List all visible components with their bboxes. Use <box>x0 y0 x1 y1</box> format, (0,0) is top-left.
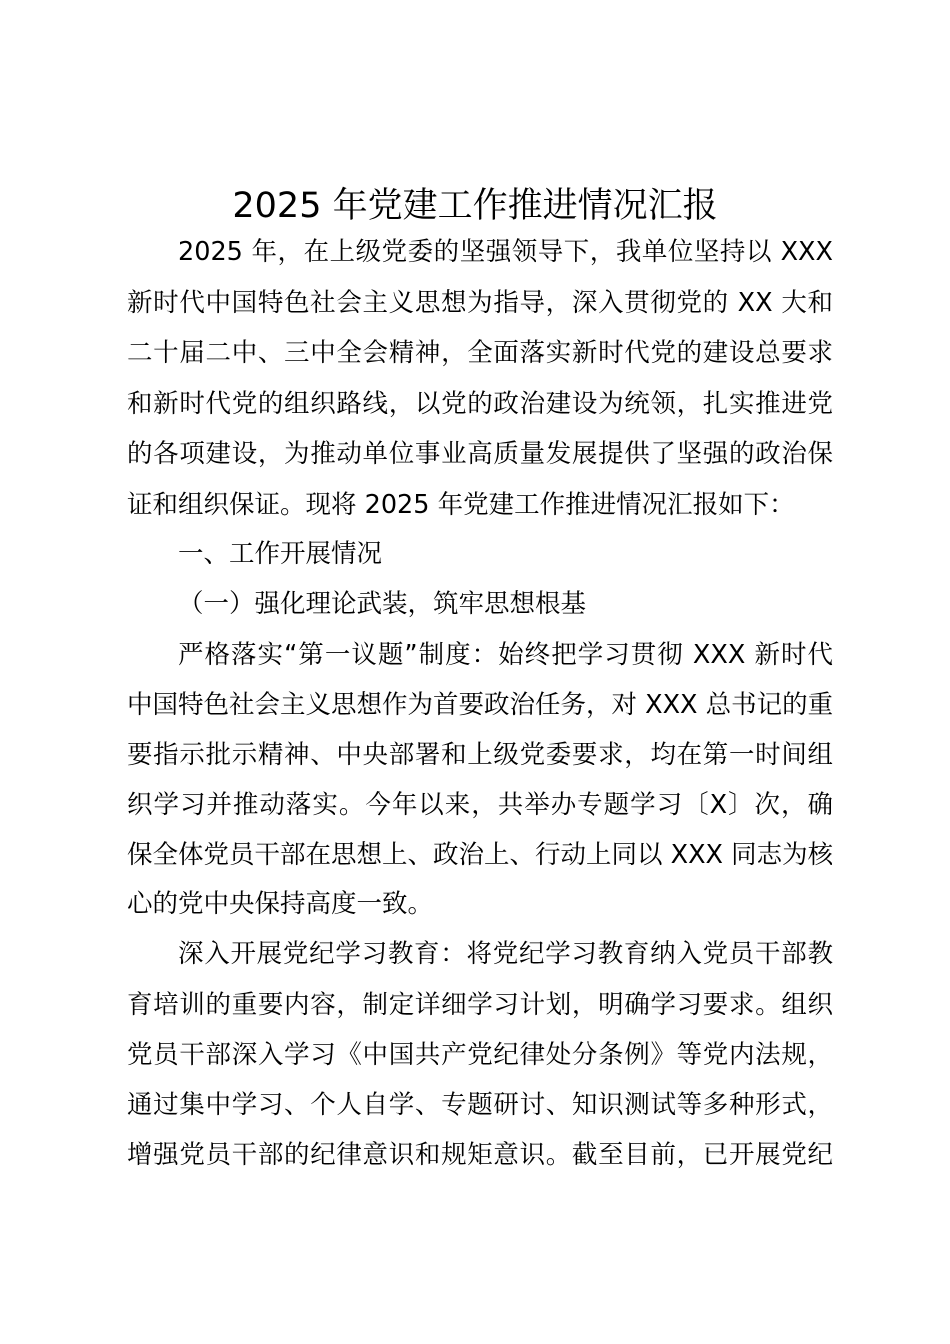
para1-line-4: 织学习并推动落实。今年以来，共举办专题学习〔X〕次，确 <box>127 790 833 820</box>
intro-line-5: 的各项建设，为推动单位事业高质量发展提供了坚强的政治保 <box>127 439 833 469</box>
para2-line-2: 育培训的重要内容，制定详细学习计划，明确学习要求。组织 <box>127 990 833 1020</box>
intro-line-6: 证和组织保证。现将 2025 年党建工作推进情况汇报如下： <box>127 490 795 520</box>
para2-line-3: 党员干部深入学习《中国共产党纪律处分条例》等党内法规， <box>127 1040 833 1070</box>
document-title: 2025 年党建工作推进情况汇报 <box>232 186 718 226</box>
para2-line-1: 深入开展党纪学习教育：将党纪学习教育纳入党员干部教 <box>178 939 833 969</box>
para1-line-5: 保全体党员干部在思想上、政治上、行动上同以 XXX 同志为核 <box>127 840 834 870</box>
para1-line-1: 严格落实“第一议题”制度：始终把学习贯彻 XXX 新时代 <box>178 640 833 670</box>
para1-line-6: 心的党中央保持高度一致。 <box>127 889 434 919</box>
para2-line-4: 通过集中学习、个人自学、专题研讨、知识测试等多种形式， <box>127 1090 833 1120</box>
para1-line-3: 要指示批示精神、中央部署和上级党委要求，均在第一时间组 <box>127 740 833 770</box>
intro-line-1: 2025 年，在上级党委的坚强领导下，我单位坚持以 XXX <box>178 237 833 267</box>
subsection-heading: （一）强化理论武装，筑牢思想根基 <box>178 589 587 619</box>
para1-line-2: 中国特色社会主义思想作为首要政治任务，对 XXX 总书记的重 <box>127 690 834 720</box>
para2-line-5: 增强党员干部的纪律意识和规矩意识。截至目前，已开展党纪 <box>127 1140 833 1170</box>
section-heading: 一、工作开展情况 <box>178 539 383 569</box>
intro-line-2: 新时代中国特色社会主义思想为指导，深入贯彻党的 XX 大和 <box>127 288 833 318</box>
intro-line-4: 和新时代党的组织路线，以党的政治建设为统领，扎实推进党 <box>127 389 833 419</box>
intro-line-3: 二十届二中、三中全会精神，全面落实新时代党的建设总要求 <box>127 338 833 368</box>
